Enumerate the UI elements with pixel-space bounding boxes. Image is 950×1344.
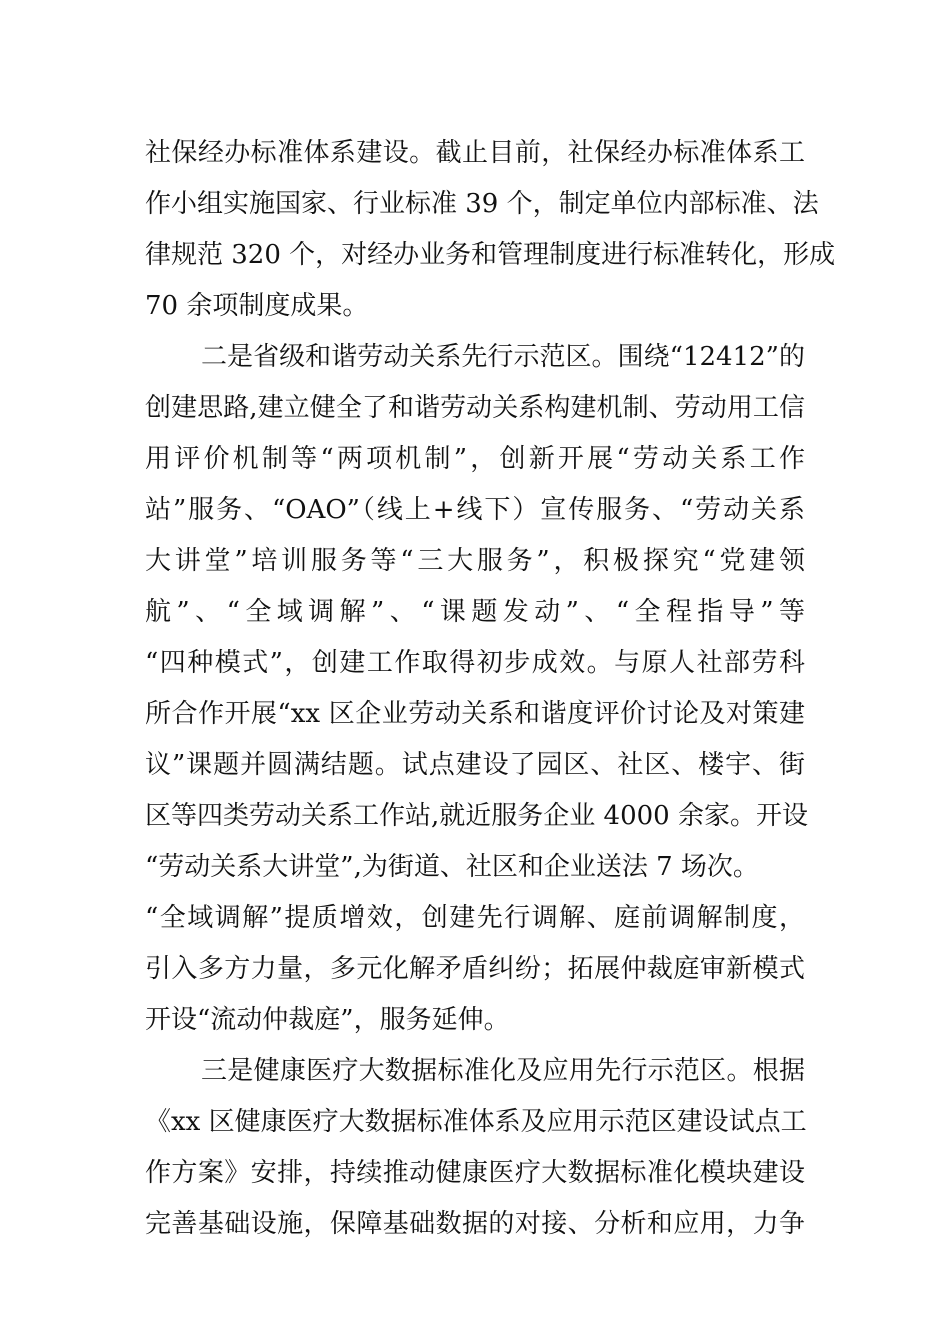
text-line: 三是健康医疗大数据标准化及应用先行示范区。根据	[201, 1056, 805, 1086]
text-line: “全域调解”提质增效，创建先行调解、庭前调解制度，	[145, 903, 805, 933]
text-line: 《xx 区健康医疗大数据标准体系及应用示范区建设试点工	[145, 1107, 807, 1137]
text-line: 70 余项制度成果。	[145, 291, 369, 321]
paragraph-2	[145, 332, 808, 1046]
body-text	[145, 128, 836, 1250]
text-line: 作小组实施国家、行业标准 39 个，制定单位内部标准、法	[145, 189, 819, 219]
text-line: 社保经办标准体系建设。截止目前，社保经办标准体系工	[145, 138, 805, 168]
text-line: 站”服务、“OAO”（线上+线下）宣传服务、“劳动关系	[145, 495, 805, 525]
text-line: 作方案》安排，持续推动健康医疗大数据标准化模块建设	[145, 1158, 805, 1188]
text-line: 所合作开展“xx 区企业劳动关系和谐度评价讨论及对策建	[145, 699, 805, 729]
paragraph-1	[145, 128, 836, 332]
text-line: 创建思路,建立健全了和谐劳动关系构建机制、劳动用工信	[145, 393, 805, 423]
text-line: 开设“流动仲裁庭”，服务延伸。	[145, 1005, 510, 1035]
text-line: 区等四类劳动关系工作站,就近服务企业 4000 余家。开设	[145, 801, 808, 831]
text-line: 二是省级和谐劳动关系先行示范区。围绕“12412”的	[201, 342, 805, 372]
paragraph-3	[145, 1046, 805, 1250]
text-line: 议”课题并圆满结题。试点建设了园区、社区、楼宇、街	[145, 750, 805, 780]
text-line: “四种模式”，创建工作取得初步成效。与原人社部劳科	[145, 648, 805, 678]
text-line: 用评价机制等“两项机制”，创新开展“劳动关系工作	[145, 444, 805, 474]
text-line: “劳动关系大讲堂”,为街道、社区和企业送法 7 场次。	[145, 852, 759, 882]
text-line: 引入多方力量，多元化解矛盾纠纷；拓展仲裁庭审新模式	[145, 954, 805, 984]
text-line: 大讲堂”培训服务等“三大服务”，积极探究“党建领	[145, 546, 805, 576]
text-line: 航”、“全域调解”、“课题发动”、“全程指导”等	[145, 597, 805, 627]
text-line: 完善基础设施，保障基础数据的对接、分析和应用，力争	[145, 1209, 805, 1239]
text-line: 律规范 320 个，对经办业务和管理制度进行标准转化，形成	[145, 240, 836, 270]
